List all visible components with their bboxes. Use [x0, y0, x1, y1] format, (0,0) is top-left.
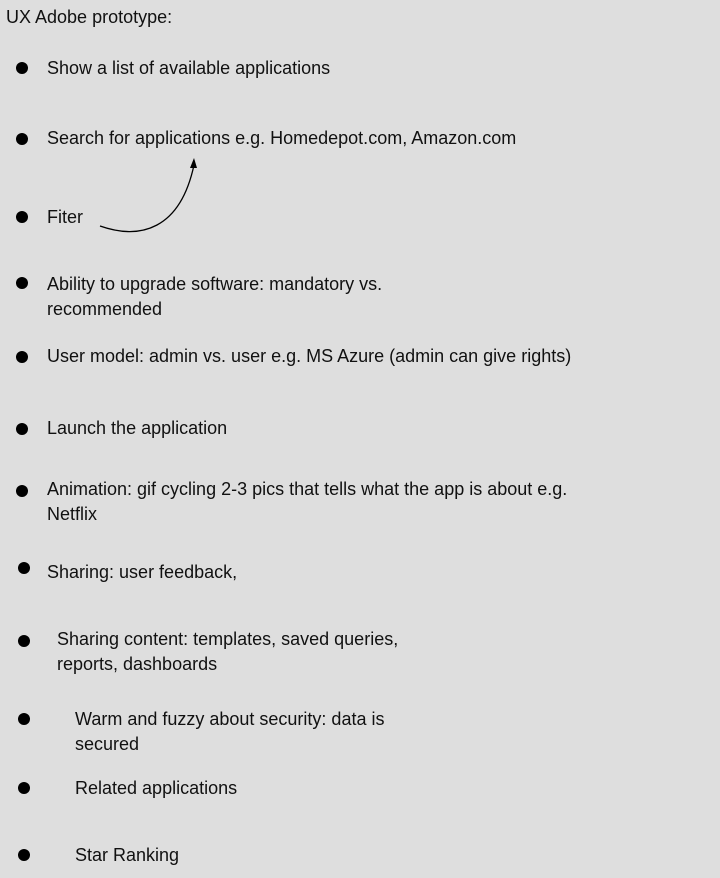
bullet-icon — [18, 782, 30, 794]
item-text: User model: admin vs. user e.g. MS Azure (admin can give rights) — [47, 346, 572, 366]
bullet-icon — [16, 351, 28, 363]
bullet-icon — [18, 849, 30, 861]
bullet-icon — [16, 423, 28, 435]
item-text: reports, dashboards — [57, 654, 218, 674]
page-title: UX Adobe prototype: — [6, 7, 173, 27]
bullet-icon — [18, 635, 30, 647]
bullet-icon — [18, 562, 30, 574]
item-text: Warm and fuzzy about security: data is — [75, 709, 385, 729]
item-text: Show a list of available applications — [47, 58, 331, 78]
bullet-icon — [16, 277, 28, 289]
item-text: Sharing: user feedback, — [47, 562, 238, 582]
item-text: secured — [75, 734, 140, 754]
item-text: Netflix — [47, 504, 98, 524]
item-text: Sharing content: templates, saved queries, — [57, 629, 399, 649]
item-text: Ability to upgrade software: mandatory vs. — [47, 274, 383, 294]
bullet-icon — [18, 713, 30, 725]
item-text: recommended — [47, 299, 163, 319]
item-text: Star Ranking — [75, 845, 180, 865]
item-text: Search for applications e.g. Homedepot.com, Amazon.com — [47, 128, 517, 148]
item-text: Related applications — [75, 778, 238, 798]
item-text: Fiter — [47, 207, 83, 227]
item-text: Animation: gif cycling 2-3 pics that tells what the app is about e.g. — [47, 479, 568, 499]
item-text: Launch the application — [47, 418, 228, 438]
bullet-icon — [16, 485, 28, 497]
